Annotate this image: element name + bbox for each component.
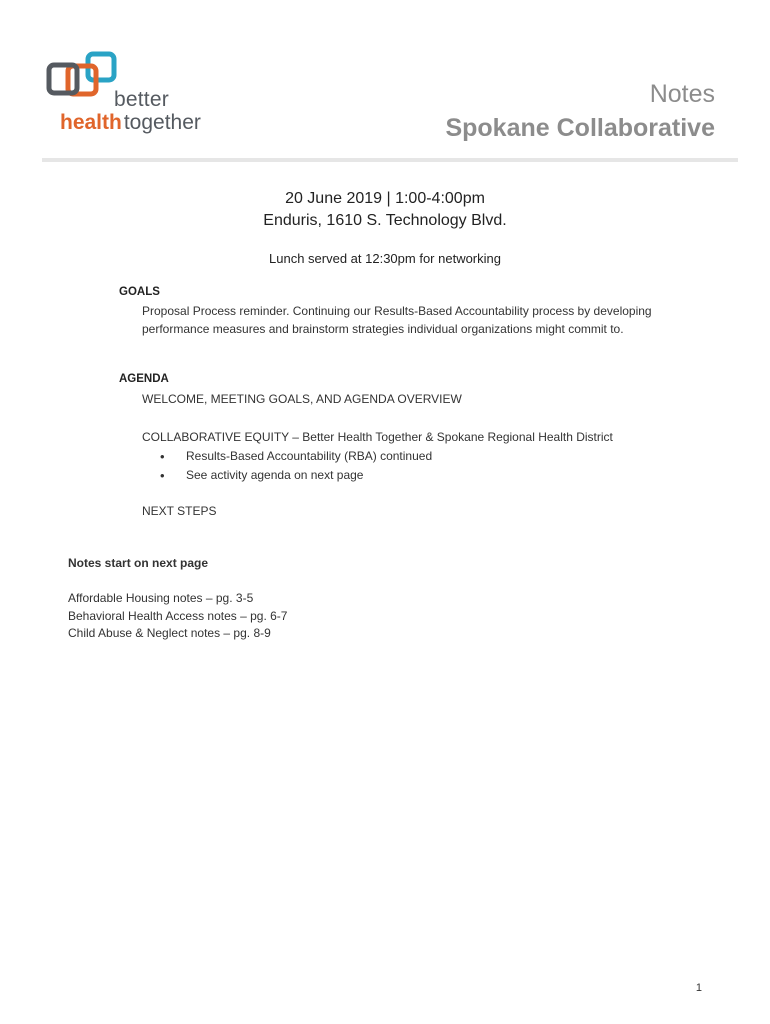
- agenda-heading: AGENDA: [119, 373, 169, 385]
- logo-word-together: together: [123, 111, 201, 134]
- page-subtitle: Spokane Collaborative: [445, 114, 715, 142]
- page-number: 1: [695, 982, 702, 994]
- list-item: Child Abuse & Neglect notes – pg. 8-9: [68, 626, 271, 640]
- meeting-info: [0, 188, 770, 232]
- notes-heading: Notes start on next page: [68, 556, 209, 570]
- header-title-block: [445, 78, 715, 146]
- header-divider: [42, 158, 738, 162]
- agenda-item-equity: COLLABORATIVE EQUITY – Better Health Together & Spokane Regional Health District: [142, 430, 613, 444]
- agenda-item-next-steps: NEXT STEPS: [142, 504, 217, 518]
- list-item: • See activity agenda on next page: [160, 466, 432, 485]
- page-title: Notes: [649, 80, 715, 108]
- better-health-together-logo: [46, 50, 246, 145]
- logo-word-health: health: [60, 111, 122, 134]
- meeting-date-time: 20 June 2019 | 1:00-4:00pm: [285, 190, 485, 207]
- logo-line-2: [60, 111, 201, 135]
- agenda-bullet-list: [160, 447, 432, 485]
- agenda-item-welcome: WELCOME, MEETING GOALS, AND AGENDA OVERVIEW: [142, 392, 462, 406]
- goals-heading: GOALS: [119, 286, 160, 298]
- lunch-note: Lunch served at 12:30pm for networking: [269, 251, 501, 266]
- meeting-location: Enduris, 1610 S. Technology Blvd.: [263, 212, 507, 229]
- notes-list: [68, 590, 287, 643]
- list-item: Affordable Housing notes – pg. 3-5: [68, 591, 254, 605]
- goals-line-1: Proposal Process reminder. Continuing our Results-Based Accountability process by developing: [142, 304, 652, 318]
- goals-line-2: performance measures and brainstorm strategies individual organizations might commit to.: [142, 322, 624, 336]
- logo-word-better: better: [114, 88, 169, 111]
- list-item: Behavioral Health Access notes – pg. 6-7: [68, 608, 288, 623]
- goals-text: [142, 302, 652, 338]
- list-item: • Results-Based Accountability (RBA) continued: [160, 447, 432, 466]
